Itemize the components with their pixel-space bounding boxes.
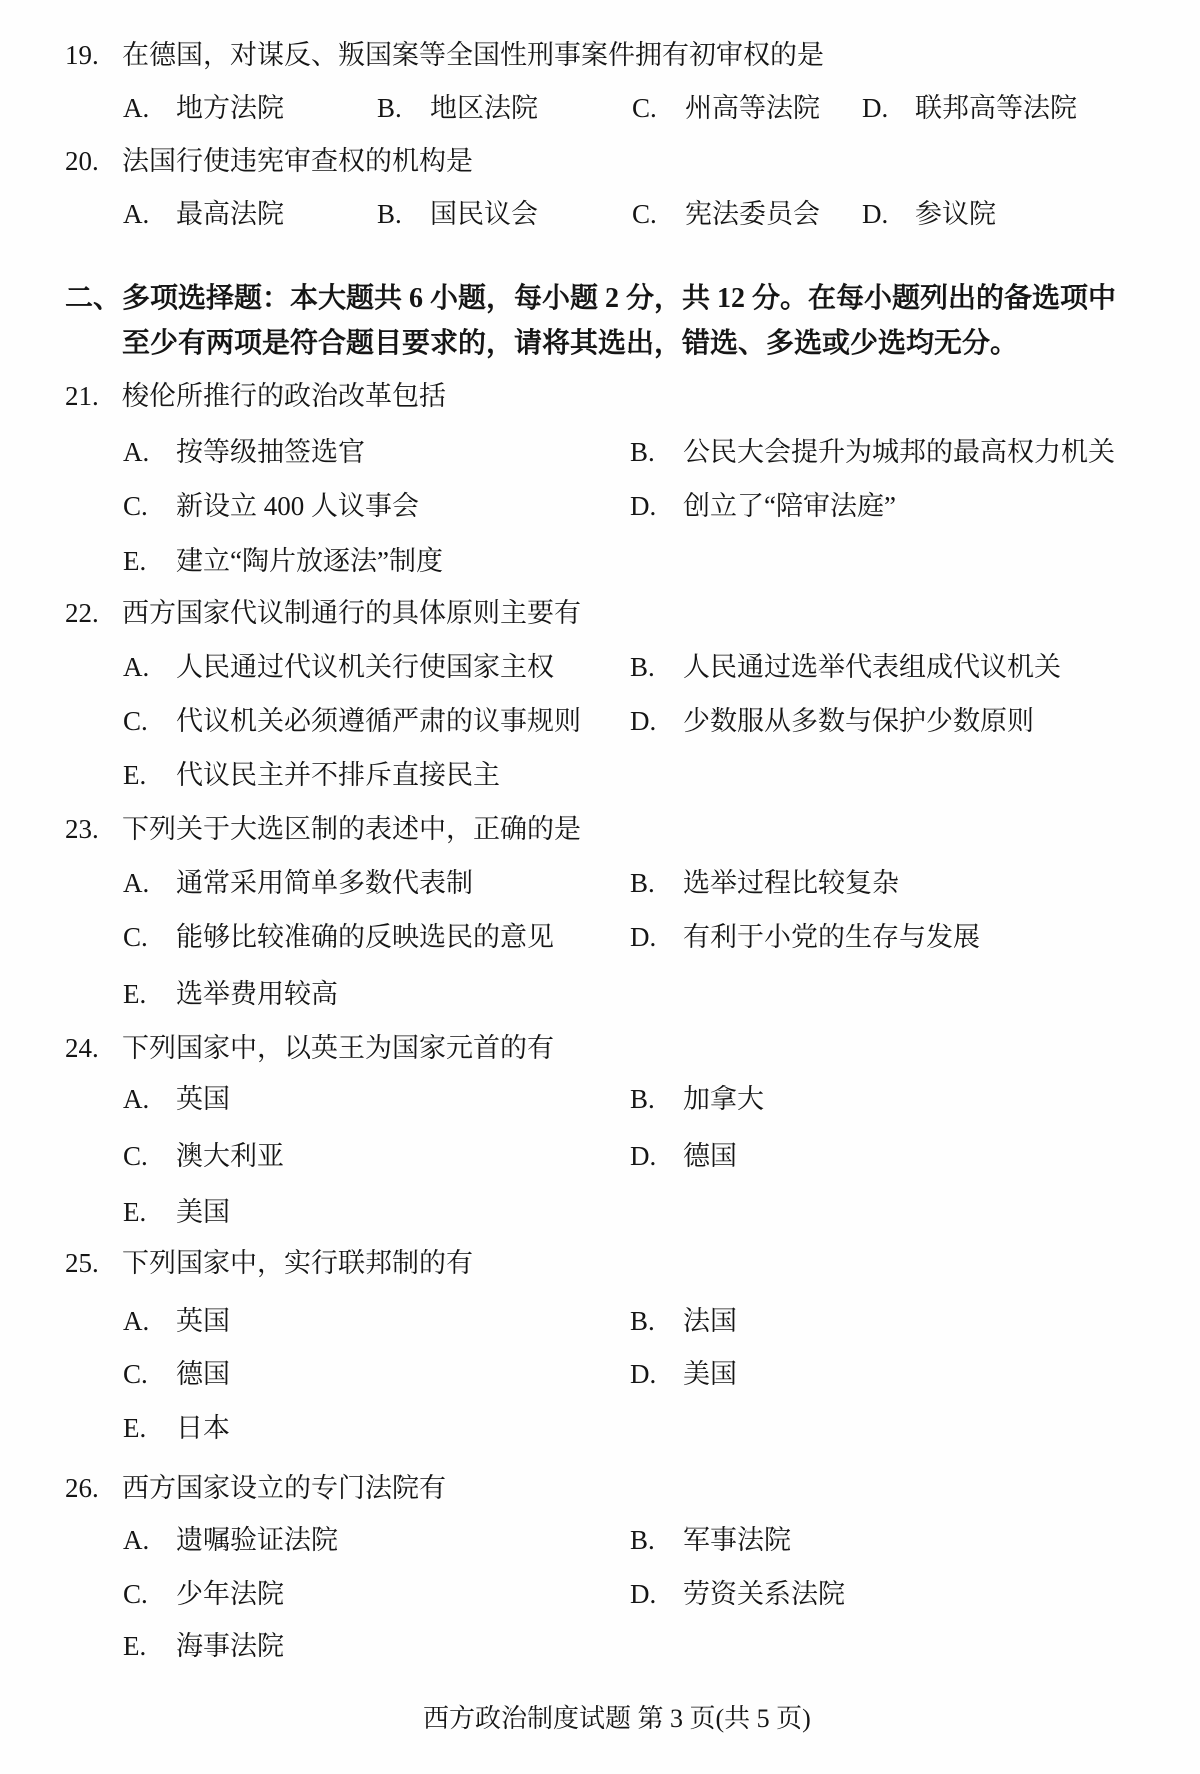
option-text: 按等级抽签选官 bbox=[176, 437, 365, 467]
option-text: 英国 bbox=[176, 1084, 230, 1114]
option-d bbox=[630, 1143, 737, 1170]
option-label: E. bbox=[123, 1413, 147, 1443]
option-label: E. bbox=[123, 1631, 147, 1661]
option-label: B. bbox=[630, 868, 655, 898]
option-text: 通常采用简单多数代表制 bbox=[176, 868, 473, 898]
question-24-options-row-1 bbox=[0, 1086, 1200, 1120]
option-label: B. bbox=[630, 1084, 655, 1114]
option-label: A. bbox=[123, 93, 150, 123]
option-c bbox=[123, 924, 554, 951]
option-text: 少年法院 bbox=[176, 1579, 284, 1609]
option-b bbox=[630, 870, 899, 897]
question-number: 20. bbox=[65, 146, 99, 176]
option-label: B. bbox=[377, 199, 402, 229]
option-label: D. bbox=[630, 491, 657, 521]
option-label: A. bbox=[123, 868, 150, 898]
question-23 bbox=[0, 816, 1200, 850]
option-label: E. bbox=[123, 760, 147, 790]
option-label: A. bbox=[123, 1084, 150, 1114]
option-text: 劳资关系法院 bbox=[683, 1579, 845, 1609]
question-number: 24. bbox=[65, 1033, 99, 1063]
question-26-options-row-3 bbox=[0, 1633, 1200, 1667]
option-e bbox=[123, 1199, 230, 1226]
question-number: 22. bbox=[65, 598, 99, 628]
option-b bbox=[630, 439, 1115, 466]
option-label: E. bbox=[123, 1197, 147, 1227]
option-c bbox=[123, 493, 419, 520]
question-19 bbox=[0, 42, 1200, 76]
option-a bbox=[123, 201, 284, 228]
option-a bbox=[123, 95, 284, 122]
option-label: A. bbox=[123, 1525, 150, 1555]
option-label: B. bbox=[377, 93, 402, 123]
option-label: D. bbox=[630, 1579, 657, 1609]
question-22-options-row-1 bbox=[0, 654, 1200, 688]
option-c bbox=[123, 1581, 284, 1608]
option-text: 公民大会提升为城邦的最高权力机关 bbox=[683, 437, 1115, 467]
question-22-options-row-3 bbox=[0, 762, 1200, 796]
option-label: B. bbox=[630, 437, 655, 467]
option-text: 美国 bbox=[176, 1197, 230, 1227]
option-text: 英国 bbox=[176, 1306, 230, 1336]
question-stem: 法国行使违宪审查权的机构是 bbox=[122, 146, 473, 176]
option-label: A. bbox=[123, 652, 150, 682]
option-d bbox=[630, 708, 1034, 735]
question-25-options-row-2 bbox=[0, 1361, 1200, 1395]
question-20 bbox=[0, 148, 1200, 182]
option-b bbox=[630, 1308, 737, 1335]
question-stem: 下列关于大选区制的表述中，正确的是 bbox=[122, 814, 581, 844]
option-text: 地区法院 bbox=[430, 93, 538, 123]
option-text: 代议民主并不排斥直接民主 bbox=[176, 760, 500, 790]
option-c bbox=[123, 1361, 230, 1388]
option-text: 德国 bbox=[683, 1141, 737, 1171]
question-21 bbox=[0, 383, 1200, 417]
option-text: 加拿大 bbox=[683, 1084, 764, 1114]
option-c bbox=[632, 95, 820, 122]
option-d bbox=[862, 201, 996, 228]
option-text: 澳大利亚 bbox=[176, 1141, 284, 1171]
option-text: 宪法委员会 bbox=[685, 199, 820, 229]
option-text: 能够比较准确的反映选民的意见 bbox=[176, 922, 554, 952]
page-footer: 西方政治制度试题 第 3 页(共 5 页) bbox=[423, 1704, 811, 1733]
question-22-options-row-2 bbox=[0, 708, 1200, 742]
option-b bbox=[377, 95, 538, 122]
option-text: 人民通过选举代表组成代议机关 bbox=[683, 652, 1061, 682]
question-stem: 西方国家代议制通行的具体原则主要有 bbox=[122, 598, 581, 628]
question-number: 21. bbox=[65, 381, 99, 411]
option-label: C. bbox=[123, 491, 148, 521]
section-header-text: 至少有两项是符合题目要求的，请将其选出，错选、多选或少选均无分。 bbox=[122, 328, 1019, 359]
option-text: 新设立 400 人议事会 bbox=[176, 491, 419, 521]
option-c bbox=[123, 1143, 284, 1170]
option-label: A. bbox=[123, 437, 150, 467]
option-d bbox=[630, 1361, 737, 1388]
option-d bbox=[630, 493, 896, 520]
option-text: 有利于小党的生存与发展 bbox=[683, 922, 980, 952]
option-c bbox=[123, 708, 581, 735]
option-text: 州高等法院 bbox=[685, 93, 820, 123]
question-26-options-row-2 bbox=[0, 1581, 1200, 1615]
option-label: C. bbox=[123, 922, 148, 952]
question-25-options-row-1 bbox=[0, 1308, 1200, 1342]
question-number: 25. bbox=[65, 1248, 99, 1278]
option-e bbox=[123, 762, 500, 789]
option-c bbox=[632, 201, 820, 228]
question-22 bbox=[0, 600, 1200, 634]
question-26 bbox=[0, 1475, 1200, 1509]
option-a bbox=[123, 1086, 230, 1113]
option-text: 人民通过代议机关行使国家主权 bbox=[176, 652, 554, 682]
option-b bbox=[630, 654, 1061, 681]
option-label: B. bbox=[630, 1306, 655, 1336]
option-d bbox=[862, 95, 1077, 122]
option-text: 美国 bbox=[683, 1359, 737, 1389]
option-a bbox=[123, 439, 365, 466]
option-label: E. bbox=[123, 979, 147, 1009]
question-21-options-row-2 bbox=[0, 493, 1200, 527]
option-label: C. bbox=[632, 93, 657, 123]
option-label: C. bbox=[123, 706, 148, 736]
option-a bbox=[123, 870, 473, 897]
option-text: 选举费用较高 bbox=[176, 979, 338, 1009]
option-text: 选举过程比较复杂 bbox=[683, 868, 899, 898]
option-label: D. bbox=[862, 199, 889, 229]
option-e bbox=[123, 981, 338, 1008]
question-24-options-row-3 bbox=[0, 1199, 1200, 1233]
section-number: 二、 bbox=[65, 283, 122, 314]
option-label: D. bbox=[630, 922, 657, 952]
option-label: D. bbox=[630, 706, 657, 736]
question-19-options bbox=[0, 95, 1200, 129]
option-label: B. bbox=[630, 652, 655, 682]
option-a bbox=[123, 1527, 338, 1554]
option-text: 法国 bbox=[683, 1306, 737, 1336]
option-text: 海事法院 bbox=[176, 1631, 284, 1661]
option-a bbox=[123, 1308, 230, 1335]
question-23-options-row-1 bbox=[0, 870, 1200, 904]
question-21-options-row-1 bbox=[0, 439, 1200, 473]
option-a bbox=[123, 654, 554, 681]
question-stem: 西方国家设立的专门法院有 bbox=[122, 1473, 446, 1503]
question-23-options-row-2 bbox=[0, 924, 1200, 958]
option-text: 建立“陶片放逐法”制度 bbox=[176, 546, 443, 576]
option-text: 军事法院 bbox=[683, 1525, 791, 1555]
question-stem: 梭伦所推行的政治改革包括 bbox=[122, 381, 446, 411]
option-label: D. bbox=[862, 93, 889, 123]
option-label: A. bbox=[123, 1306, 150, 1336]
option-text: 德国 bbox=[176, 1359, 230, 1389]
option-b bbox=[630, 1086, 764, 1113]
question-26-options-row-1 bbox=[0, 1527, 1200, 1561]
option-text: 遗嘱验证法院 bbox=[176, 1525, 338, 1555]
question-number: 26. bbox=[65, 1473, 99, 1503]
option-text: 少数服从多数与保护少数原则 bbox=[683, 706, 1034, 736]
option-e bbox=[123, 548, 443, 575]
option-text: 代议机关必须遵循严肃的议事规则 bbox=[176, 706, 581, 736]
option-text: 联邦高等法院 bbox=[915, 93, 1077, 123]
option-e bbox=[123, 1415, 230, 1442]
option-label: C. bbox=[123, 1141, 148, 1171]
question-23-options-row-3 bbox=[0, 981, 1200, 1015]
question-stem: 在德国，对谋反、叛国案等全国性刑事案件拥有初审权的是 bbox=[122, 40, 824, 70]
question-24 bbox=[0, 1035, 1200, 1069]
option-text: 创立了“陪审法庭” bbox=[683, 491, 896, 521]
option-label: C. bbox=[123, 1579, 148, 1609]
question-20-options bbox=[0, 201, 1200, 235]
question-24-options-row-2 bbox=[0, 1143, 1200, 1177]
option-d bbox=[630, 1581, 845, 1608]
question-21-options-row-3 bbox=[0, 548, 1200, 582]
option-b bbox=[630, 1527, 791, 1554]
question-25 bbox=[0, 1250, 1200, 1284]
option-label: C. bbox=[632, 199, 657, 229]
question-number: 23. bbox=[65, 814, 99, 844]
option-d bbox=[630, 924, 980, 951]
question-number: 19. bbox=[65, 40, 99, 70]
option-label: D. bbox=[630, 1359, 657, 1389]
option-label: D. bbox=[630, 1141, 657, 1171]
question-25-options-row-3 bbox=[0, 1415, 1200, 1449]
option-text: 参议院 bbox=[915, 199, 996, 229]
question-stem: 下列国家中，实行联邦制的有 bbox=[122, 1248, 473, 1278]
option-text: 最高法院 bbox=[176, 199, 284, 229]
option-b bbox=[377, 201, 538, 228]
option-e bbox=[123, 1633, 284, 1660]
section-header-text: 多项选择题：本大题共 6 小题，每小题 2 分，共 12 分。在每小题列出的备选项中 bbox=[122, 283, 1117, 314]
option-label: B. bbox=[630, 1525, 655, 1555]
option-label: A. bbox=[123, 199, 150, 229]
option-text: 国民议会 bbox=[430, 199, 538, 229]
option-label: E. bbox=[123, 546, 147, 576]
question-stem: 下列国家中，以英王为国家元首的有 bbox=[122, 1033, 554, 1063]
option-text: 地方法院 bbox=[176, 93, 284, 123]
option-label: C. bbox=[123, 1359, 148, 1389]
option-text: 日本 bbox=[176, 1413, 230, 1443]
